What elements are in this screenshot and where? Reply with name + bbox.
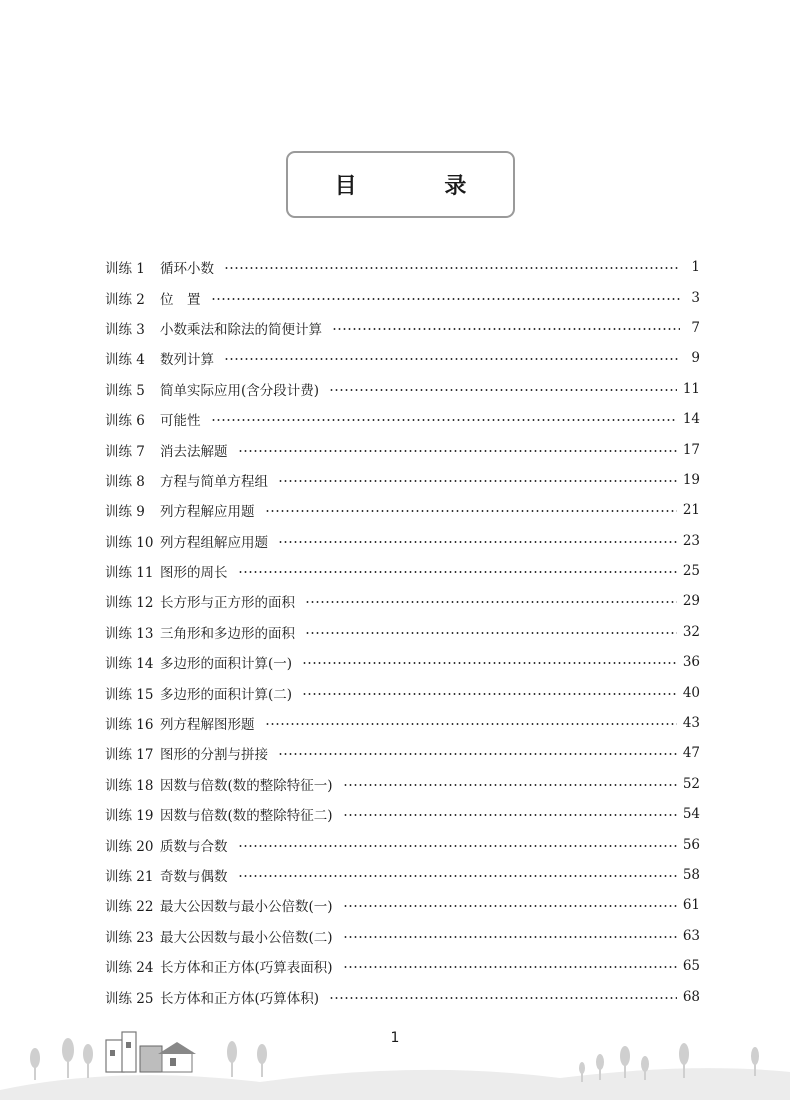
toc-entry-page: 3 [691,289,700,306]
toc-entry [105,951,700,981]
toc-entry [105,586,700,616]
toc-entry-page: 65 [682,958,700,975]
dot-leader [305,601,677,603]
toc-entry-page: 29 [682,593,700,610]
dot-leader [332,328,680,330]
dot-leader [329,389,677,391]
dot-leader [238,571,677,573]
toc-entry-page: 61 [682,897,700,914]
toc-entry [105,526,700,556]
toc-entry-title: 长方体和正方体(巧算表面积) [160,960,333,977]
dot-leader [238,845,677,847]
toc-entry [105,738,700,768]
toc-entry-page: 1 [691,259,700,276]
toc-entry [105,677,700,707]
toc-entry [105,799,700,829]
toc-entry-title: 最大公因数与最小公倍数(一) [160,899,333,916]
toc-entry-title: 最大公因数与最小公倍数(二) [160,929,333,946]
toc-entry [105,252,700,282]
toc-entry [105,434,700,464]
toc-entry-label: 训练 25 [105,990,154,1007]
toc-entry-page: 23 [682,532,700,549]
toc-entry-label: 训练 10 [105,534,154,551]
toc-entry-title: 三角形和多边形的面积 [160,625,295,642]
dot-leader [302,662,677,664]
toc-entry-page: 43 [682,715,700,732]
toc-entry-title: 简单实际应用(含分段计费) [160,382,320,399]
toc-entry-title: 列方程解图形题 [160,717,255,734]
page-number: 1 [390,1030,400,1046]
toc-entry-title: 质数与合数 [160,838,228,855]
toc-entry-label: 训练 12 [105,595,154,612]
toc-entry-page: 25 [682,563,700,580]
toc-entry-page: 19 [682,471,700,488]
toc-entry-title: 循环小数 [160,261,214,278]
toc-entry [105,495,700,525]
toc-entry-title: 因数与倍数(数的整除特征二) [160,808,333,825]
dot-leader [238,875,677,877]
dot-leader [343,936,677,938]
ground-hills [0,1068,790,1100]
toc-entry [105,313,700,343]
toc-entry-label: 训练 22 [105,899,154,916]
toc-entry [105,769,700,799]
dot-leader [224,267,680,269]
toc-entry [105,860,700,890]
dot-leader [278,753,677,755]
houses [106,1032,196,1072]
dot-leader [238,450,677,452]
toc-entry-label: 训练 2 [105,291,145,308]
dot-leader [343,814,677,816]
toc-entry-page: 56 [682,836,700,853]
toc-entry [105,829,700,859]
toc-entry-title: 图形的周长 [160,565,228,582]
toc-entry-page: 40 [682,684,700,701]
toc-entry-title: 图形的分割与拼接 [160,747,268,764]
toc-entry-label: 训练 5 [105,382,145,399]
toc-entry-label: 训练 11 [105,565,154,582]
dot-leader [265,510,677,512]
toc-entry-title: 消去法解题 [160,443,228,460]
toc-entry-title: 方程与简单方程组 [160,473,268,490]
toc-entry-title: 位 置 [160,291,201,308]
dot-leader [329,997,677,999]
toc-entry [105,617,700,647]
toc-entry-label: 训练 15 [105,686,154,703]
dot-leader [305,632,677,634]
toc-entry-label: 训练 18 [105,777,154,794]
toc-entry [105,556,700,586]
toc-entry-title: 因数与倍数(数的整除特征一) [160,777,333,794]
toc-entry-page: 36 [682,654,700,671]
toc-entry [105,647,700,677]
toc-entry-title: 列方程组解应用题 [160,534,268,551]
toc-entry-label: 训练 17 [105,747,154,764]
dot-leader [211,419,677,421]
dot-leader [343,905,677,907]
toc-entry-page: 68 [682,988,700,1005]
toc-entry-label: 训练 3 [105,321,145,338]
page-title: 目 录 [334,173,507,199]
toc-entry [105,921,700,951]
toc-entry [105,404,700,434]
toc-entry-label: 训练 20 [105,838,154,855]
toc-entry-page: 63 [682,927,700,944]
toc-entry-label: 训练 13 [105,625,154,642]
footer-illustration [0,1010,790,1100]
toc-entry-page: 11 [682,380,700,397]
toc-entry-label: 训练 19 [105,808,154,825]
toc-entry-title: 长方体和正方体(巧算体积) [160,990,320,1007]
toc-entry-label: 训练 4 [105,352,145,369]
dot-leader [278,541,677,543]
toc-entry-page: 47 [682,745,700,762]
toc-entry-page: 52 [682,775,700,792]
toc-entry-label: 训练 24 [105,960,154,977]
toc-entry-page: 14 [682,411,700,428]
toc-entry-label: 训练 8 [105,473,145,490]
dot-leader [224,358,680,360]
dot-leader [278,480,677,482]
dot-leader [302,693,677,695]
toc-entry-title: 奇数与偶数 [160,869,228,885]
toc-entry-label: 训练 6 [105,413,145,430]
dot-leader [343,784,677,786]
toc-entry-label: 训练 9 [105,504,145,521]
dot-leader [211,298,681,300]
toc-entry [105,374,700,404]
toc-entry-label: 训练 7 [105,443,145,460]
toc-entry-label: 训练 16 [105,717,154,734]
toc-entry-label: 训练 14 [105,656,154,673]
toc-entry [105,981,700,1011]
toc-entry-page: 9 [691,350,700,367]
toc-entry-label: 训练 1 [105,261,145,278]
toc-entry-page: 17 [682,441,700,458]
toc-entry [105,708,700,738]
dot-leader [343,966,677,968]
toc-entry-title: 长方形与正方形的面积 [160,595,295,612]
toc-entry-page: 58 [682,867,700,883]
toc-entry-title: 可能性 [160,413,201,430]
toc-entry-page: 32 [682,623,700,640]
table-of-contents [105,252,700,1012]
dot-leader [265,723,677,725]
toc-entry-label: 训练 23 [105,929,154,946]
toc-entry-label: 训练 21 [105,869,154,885]
toc-entry [105,890,700,920]
toc-entry [105,282,700,312]
toc-entry-title: 数列计算 [160,352,214,369]
toc-entry-title: 多边形的面积计算(一) [160,656,293,673]
title-box [286,151,515,218]
toc-entry-page: 54 [682,806,700,823]
toc-entry-page: 21 [682,502,700,519]
toc-entry-title: 列方程解应用题 [160,504,255,521]
toc-entry-title: 小数乘法和除法的简便计算 [160,321,322,338]
toc-entry-page: 7 [691,319,700,336]
toc-entry [105,465,700,495]
toc-entry [105,343,700,373]
toc-entry-title: 多边形的面积计算(二) [160,686,293,703]
